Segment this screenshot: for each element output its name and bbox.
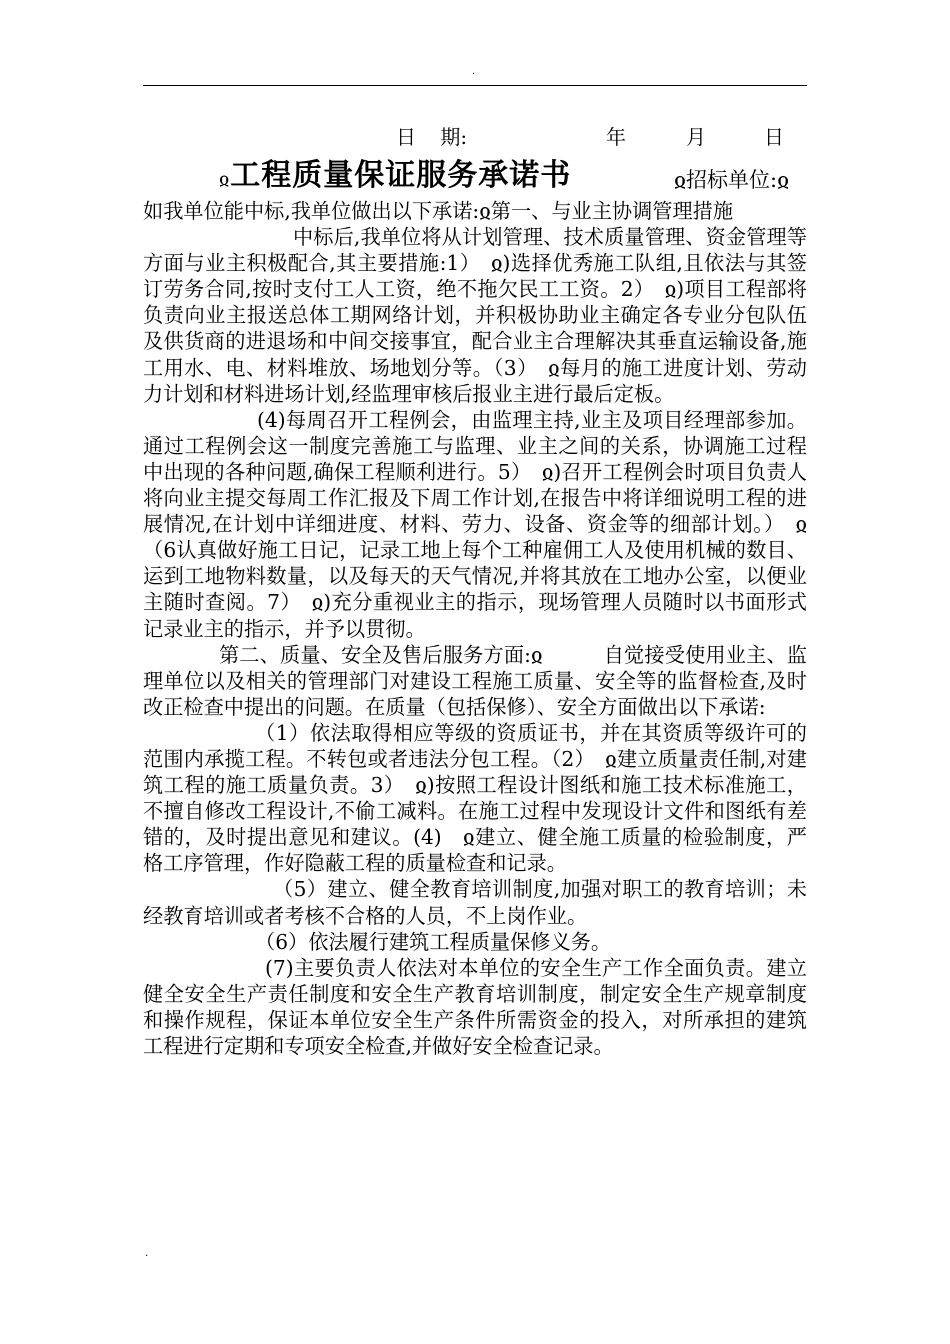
paragraph-intro: 如我单位能中标,我单位做出以下承诺:ჲ第一、与业主协调管理措施 xyxy=(143,199,734,223)
title-text: 工程质量保证服务承诺书 xyxy=(230,158,572,193)
paragraph-training: （5）建立、健全教育培训制度,加强对职工的教育培训；未经教育培训或者考核不合格的人员，不上岗作业。 xyxy=(143,877,807,928)
paragraph-coordination: 中标后,我单位将从计划管理、技术质量管理、资金管理等方面与业主积极配合,其主要措施:1） ჲ)选择优秀施工队组,且依法与其签订劳务合同,按时支付工人工资，绝不拖欠民工工资。2） ჲ)项目工程部将负责向业主报送总体工期网络计划，并积极协助业主确定各专业分包队伍及供货商的进退场和中间交接事宜，配合业主合理解决其垂直运输设备,施工用水、电、材料堆放、场地划分等。（3） ჲ每月的施工进度计划、劳动力计划和材料进场计划,经监理审核后报业主进行最后定板。 xyxy=(143,225,807,406)
header-rule xyxy=(143,85,807,86)
document-title xyxy=(219,157,571,199)
header-dot: · xyxy=(472,69,476,80)
title-marker: ჲ xyxy=(219,169,231,190)
paragraph-quality-items: （1）依法取得相应等级的资质证书，并在其资质等级许可的范围内承揽工程。不转包或者违法分包工程。（2） ჲ建立质量责任制,对建筑工程的施工质量负责。3） ჲ)按照工程设计图纸和施工技术标准施工，不擅自修改工程设计,不偷工减料。在施工过程中发现设计文件和图纸有差错的，及时提出意见和建议。(4) ჲ建立、健全施工质量的检验制度，严格工序管理，作好隐蔽工程的质量检查和记录。 xyxy=(143,720,807,876)
date-day: 日 xyxy=(764,125,784,149)
date-label: 日 期: xyxy=(396,125,468,149)
paragraph-safety-responsibility: (7)主要负责人依法对本单位的安全生产工作全面负责。建立健全安全生产责任制度和安全生产教育培训制度，制定安全生产规章制度和操作规程，保证本单位安全生产条件所需资金的投入，对所承担的建筑工程进行定期和专项安全检查,并做好安全检查记录。 xyxy=(143,955,807,1058)
tender-unit-label: ჲ招标单位:ჲ xyxy=(674,168,790,192)
paragraph-quality-safety: 第二、质量、安全及售后服务方面:ჲ 自觉接受使用业主、监理单位以及相关的管理部门对建设工程施工质量、安全等的监督检查,及时改正检查中提出的问题。在质量（包括保修）、安全方面做出以下承诺: xyxy=(143,642,807,719)
date-month: 月 xyxy=(686,125,706,149)
date-year: 年 xyxy=(606,125,626,149)
paragraph-meetings: (4)每周召开工程例会，由监理主持,业主及项目经理部参加。通过工程例会这一制度完善施工与监理、业主之间的关系，协调施工过程中出现的各种问题,确保工程顺利进行。5） ჲ)召开工程例会时项目负责人将向业主提交每周工作汇报及下周工作计划,在报告中将详细说明工程的进展情况,在计划中详细进度、材料、劳力、设备、资金等的细部计划。） ჲ（6认真做好施工日记，记录工地上每个工种雇佣工人及使用机械的数目、运到工地物料数量，以及每天的天气情况,并将其放在工地办公室，以便业主随时查阅。7） ჲ)充分重视业主的指示，现场管理人员随时以书面形式记录业主的指示，并予以贯彻。 xyxy=(143,407,807,641)
document-body xyxy=(143,198,807,1059)
paragraph-warranty: （6）依法履行建筑工程质量保修义务。 xyxy=(255,929,612,954)
footer-dot: · xyxy=(145,1251,149,1262)
